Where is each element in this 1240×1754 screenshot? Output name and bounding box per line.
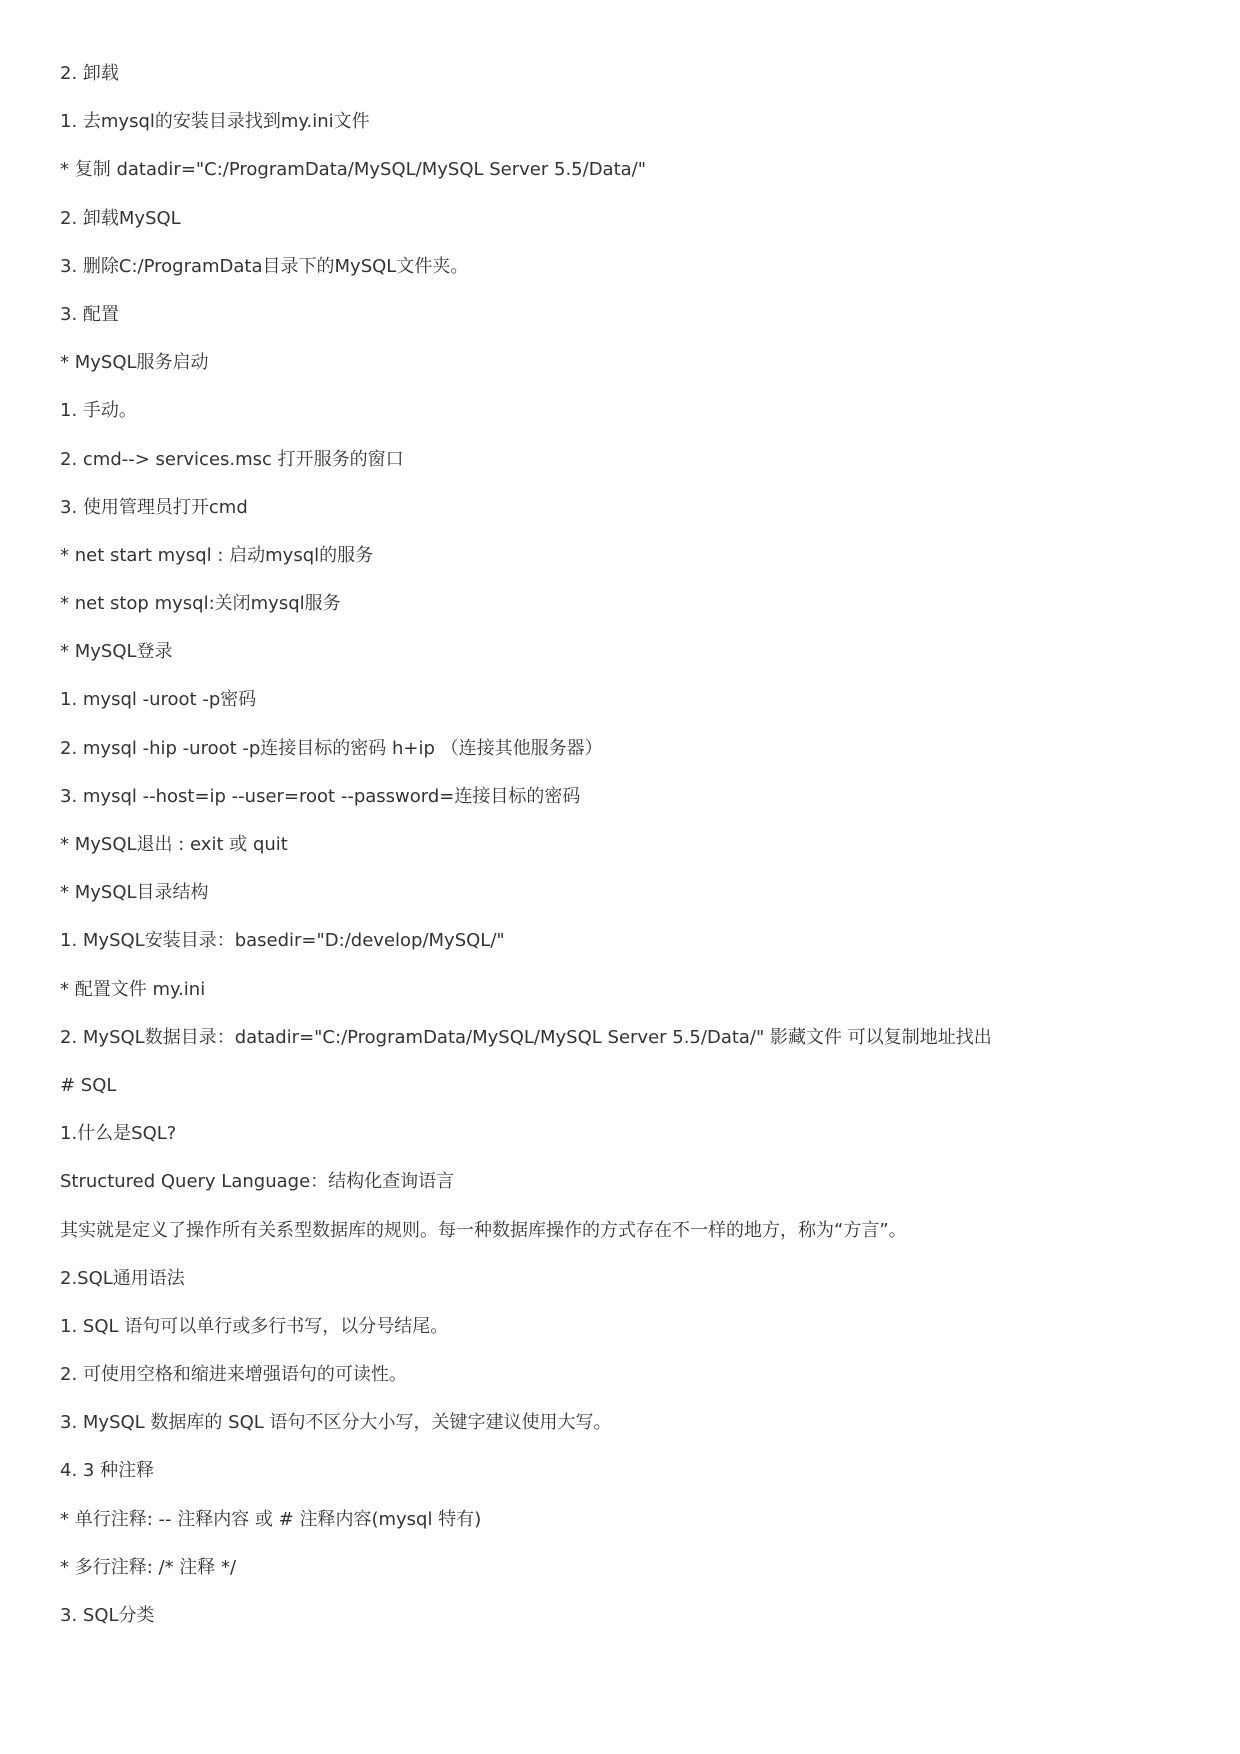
text-line: 4. 3 种注释 <box>60 1460 155 1482</box>
text-line: # SQL <box>60 1074 117 1096</box>
text-line: 2. mysql -hip -uroot -p连接目标的密码 h+ip （连接其他服务器） <box>60 737 603 759</box>
text-line: * MySQL目录结构 <box>60 882 209 904</box>
text-line: 1. MySQL安装目录：basedir="D:/develop/MySQL/" <box>60 930 505 952</box>
text-line: 3. SQL分类 <box>60 1605 155 1626</box>
text-line: * MySQL退出 : exit 或 quit <box>60 834 288 855</box>
text-line: 3. 删除C:/ProgramData目录下的MySQL文件夹。 <box>60 255 469 277</box>
text-line: 2. cmd--> services.msc 打开服务的窗口 <box>60 448 404 470</box>
text-line: 1.什么是SQL? <box>60 1123 177 1145</box>
text-line: 2. 卸载MySQL <box>60 207 181 229</box>
text-line: * 复制 datadir="C:/ProgramData/MySQL/MySQL Server 5.5/Data/" <box>60 159 647 181</box>
text-line: * net start mysql : 启动mysql的服务 <box>60 544 374 566</box>
text-line: * net stop mysql:关闭mysql服务 <box>60 593 341 615</box>
text-line: 3. 使用管理员打开cmd <box>60 496 248 518</box>
text-line: * 多行注释: /* 注释 */ <box>60 1556 237 1578</box>
text-line: 3. 配置 <box>60 303 119 325</box>
text-line: 3. MySQL 数据库的 SQL 语句不区分大小写，关键字建议使用大写。 <box>60 1412 612 1434</box>
text-line: 3. mysql --host=ip --user=root --password=连接目标的密码 <box>60 785 581 807</box>
text-line: 2.SQL通用语法 <box>60 1267 185 1289</box>
text-line: 2. 卸载 <box>60 63 119 84</box>
text-line: 2. MySQL数据目录：datadir="C:/ProgramData/MySQL/MySQL Server 5.5/Data/" 影藏文件 可以复制地址找出 <box>60 1026 992 1048</box>
text-line: 2. 可使用空格和缩进来增强语句的可读性。 <box>60 1364 407 1386</box>
text-line: 其实就是定义了操作所有关系型数据库的规则。每一种数据库操作的方式存在不一样的地方，称为“方言”。 <box>60 1219 907 1241</box>
text-line: * MySQL服务启动 <box>60 352 209 374</box>
text-line: 1. 去mysql的安装目录找到my.ini文件 <box>60 111 370 133</box>
document-body <box>60 50 1200 1640</box>
text-line: 1. mysql -uroot -p密码 <box>60 689 257 711</box>
text-line: * MySQL登录 <box>60 641 173 663</box>
text-line: 1. SQL 语句可以单行或多行书写，以分号结尾。 <box>60 1315 449 1337</box>
text-line: 1. 手动。 <box>60 400 137 422</box>
text-line: Structured Query Language：结构化查询语言 <box>60 1171 455 1193</box>
text-line: * 单行注释: -- 注释内容 或 # 注释内容(mysql 特有) <box>60 1508 482 1530</box>
text-line: * 配置文件 my.ini <box>60 978 206 1000</box>
